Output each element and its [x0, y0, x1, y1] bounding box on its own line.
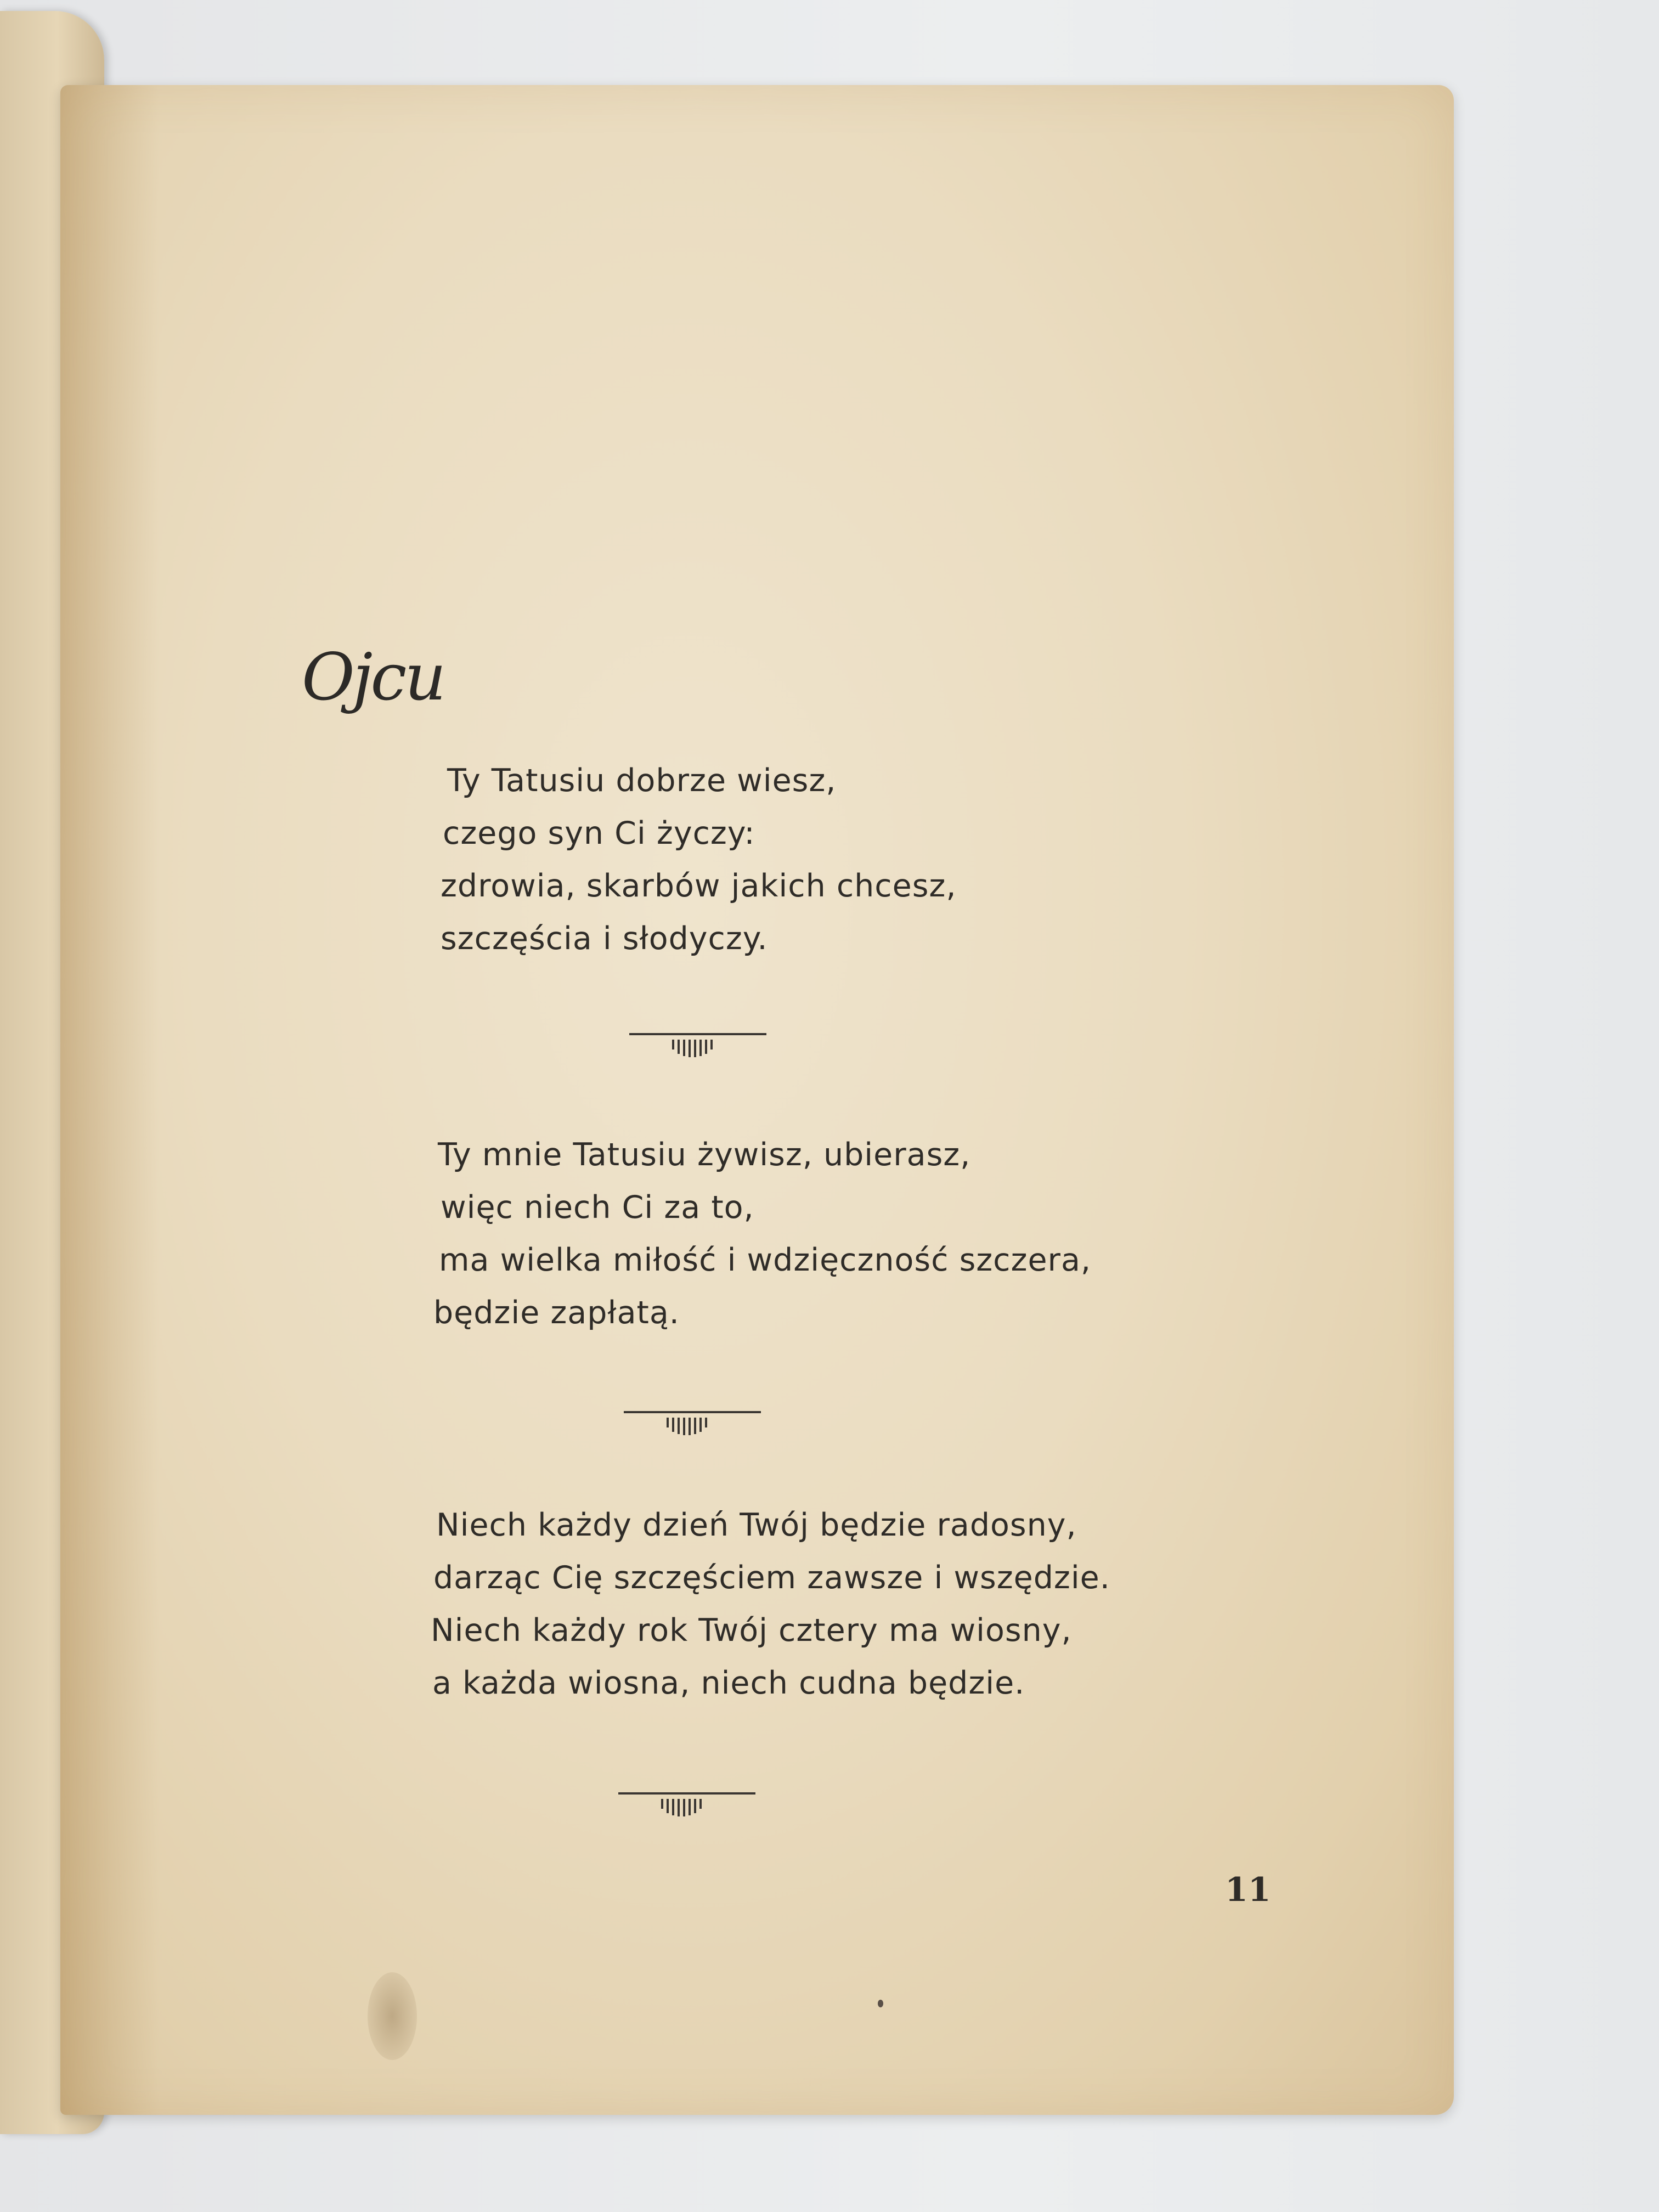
- divider-rule: [629, 1033, 766, 1035]
- paper-stain: [368, 1972, 417, 2060]
- page-spine-shadow: [60, 85, 159, 2115]
- stanza-1: [60, 754, 1454, 965]
- divider-ticks: [672, 1040, 713, 1057]
- stanza-line: ma wielka miłość i wdzięczność szczera,: [439, 1242, 1091, 1278]
- book-page: [60, 85, 1454, 2115]
- stanza-line: Ty Tatusiu dobrze wiesz,: [447, 763, 837, 799]
- stanza-line: będzie zapłatą.: [433, 1295, 680, 1331]
- section-divider-ornament: [629, 1033, 766, 1066]
- stanza-line: szczęścia i słodyczy.: [441, 921, 768, 957]
- stanza-line: Niech każdy rok Twój cztery ma wiosny,: [431, 1612, 1072, 1649]
- stanza-line: więc niech Ci za to,: [441, 1189, 754, 1226]
- divider-ticks: [667, 1418, 707, 1435]
- divider-rule: [624, 1411, 761, 1413]
- stanza-line: Niech każdy dzień Twój będzie radosny,: [436, 1507, 1077, 1543]
- stanza-line: czego syn Ci życzy:: [443, 815, 755, 851]
- poem-title: Ojcu: [302, 639, 444, 715]
- divider-rule: [618, 1792, 755, 1795]
- stanza-line: a każda wiosna, niech cudna będzie.: [432, 1665, 1025, 1701]
- stanza-3: [60, 1499, 1454, 1709]
- stanza-line: zdrowia, skarbów jakich chcesz,: [441, 868, 957, 904]
- divider-ticks: [661, 1799, 702, 1816]
- stanza-line: darząc Cię szczęściem zawsze i wszędzie.: [433, 1560, 1110, 1596]
- section-divider-ornament: [624, 1411, 761, 1444]
- stanza-2: [60, 1128, 1454, 1339]
- section-divider-ornament: [618, 1792, 755, 1825]
- stanza-line: Ty mnie Tatusiu żywisz, ubierasz,: [438, 1137, 971, 1173]
- page-number: 11: [1225, 1871, 1271, 1909]
- paper-speck: [878, 2000, 883, 2007]
